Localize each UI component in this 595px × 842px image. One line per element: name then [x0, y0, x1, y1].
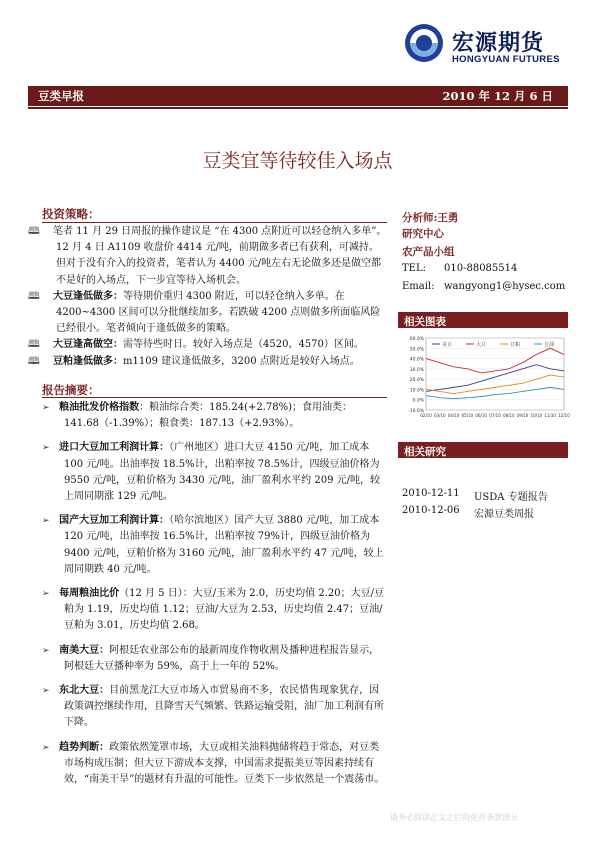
y-tick-label: 20.0% [409, 378, 424, 384]
strategy-list [28, 224, 387, 370]
arrow-bullet-icon: ➢ [42, 403, 50, 413]
summary-item-label: 进口大豆加工利润计算： [59, 442, 170, 454]
summary-item [42, 643, 387, 675]
summary-item-label: 趋势判断： [59, 741, 110, 753]
series-line-3 [426, 387, 564, 398]
tel-number: 010-88085514 [444, 263, 518, 274]
summary-list [42, 400, 387, 788]
x-tick-label: 10/10 [530, 413, 543, 418]
summary-heading: 报告摘要： [42, 383, 100, 397]
summary-item [42, 440, 387, 505]
strategy-item-text: 需等待些时日。较好入场点是（4520，4570）区间。 [123, 339, 364, 351]
email-label: Email: [402, 281, 435, 292]
strategy-item-label: 大豆逢低做多： [53, 290, 123, 302]
research-dept: 研究中心 [402, 228, 444, 240]
legend-label: 美豆 [442, 342, 453, 348]
strategy-rule [42, 222, 387, 223]
strategy-item-text: 等待期价重归 4300 附近，可以轻仓纳入多单。在 4200~4300 区间可以分批继续加多。若跌破 4200 点则做多所面临风险已经很小。笔者倾向于逢低做多的策略。 [56, 290, 381, 335]
strategy-item-label: 豆粕逢低做多： [53, 355, 123, 367]
x-tick-label: 09/10 [516, 413, 529, 418]
x-tick-label: 03/10 [434, 413, 446, 418]
summary-item-label: 粮油批发价格指数 [59, 402, 140, 413]
strategy-item-label: 大豆逢高做空： [53, 339, 123, 351]
research-link[interactable]: 宏源豆类周报 [474, 509, 534, 520]
report-title: 豆类宜等待较佳入场点 [202, 150, 393, 172]
arrow-bullet-icon: ➢ [42, 443, 50, 454]
book-icon: 🕮 [28, 226, 40, 237]
arrow-bullet-icon: ➢ [42, 589, 50, 600]
x-tick-label: 12/10 [558, 413, 570, 418]
report-date: 2010 年 12 月 6 日 [442, 89, 553, 103]
report-type: 豆类早报 [38, 89, 84, 103]
legend-label: 大豆 [476, 342, 487, 348]
chart-heading-bar [398, 312, 568, 328]
disclaimer-footer: 请务必阅读正文之后的免责条款部分 [390, 813, 518, 822]
y-tick-label: 10.0% [409, 388, 424, 394]
summary-item [42, 400, 387, 432]
series-line-2 [426, 375, 564, 394]
summary-item-text: 目前黑龙江大豆市场入市贸易商不多，农民惜售现象犹存，因政策调控继续作用，且降雪天气频繁、铁路运输受阻，油厂加工利润有所下降。 [64, 685, 384, 729]
summary-item-text: （广州地区）进口大豆 4150 元/吨，加工成本 100 元/吨。出油率按 18.5%计，出粕率按 78.5%计，四级豆油价格为 9550 元/吨，豆粕价格为 3430 元/吨，油厂盈利水平约 209 元/吨，较上周同期涨 129 元/吨。 [64, 442, 380, 503]
summary-item [42, 683, 387, 732]
legend-label: 豆油 [544, 342, 555, 348]
x-tick-label: 04/10 [447, 413, 460, 418]
series-line-1 [426, 348, 564, 373]
summary-rule [42, 397, 387, 398]
strategy-item-text: 笔者 11 月 29 日周报的操作建议是 “在 4300 点附近可以轻仓纳入多单”。12 月 4 日 A1109 收盘价 4414 元/吨，前期做多者已有获利，可减持。但对于没有介入的投资者，笔者认为 4400 元/吨左右无论做多还是做空都不是好的入场点，下一步宜等待入场机会。 [53, 226, 387, 286]
research-heading: 相关研究 [404, 446, 446, 458]
chart-heading: 相关图表 [404, 316, 446, 328]
chart-legend [432, 341, 554, 348]
strategy-heading: 投资策略： [42, 207, 100, 221]
arrow-bullet-icon: ➢ [42, 645, 50, 656]
summary-item-text: 政策依然笼罩市场，大豆或相关油料抛储将趋于常态，对豆类市场构成压制；但大豆下游成本支撑，中国需求提振美豆等因素持续有效，“南美干旱”的题材有升温的可能性。豆类下一步依然是一个震荡市。 [64, 741, 385, 786]
x-tick-label: 06/10 [475, 413, 487, 418]
x-tick-label: 08/10 [503, 413, 515, 418]
y-tick-label: 40.0% [409, 357, 424, 363]
y-tick-label: 50.0% [409, 347, 424, 353]
y-tick-label: 30.0% [409, 367, 424, 373]
y-tick-label: 60.0% [409, 337, 424, 342]
book-icon: 🕮 [28, 290, 40, 302]
strategy-item-text: m1109 建议逢低做多，3200 点附近是较好入场点。 [123, 355, 360, 367]
summary-item-text: 阿根廷农业部公布的最新周度作物收割及播种进程报告显示，阿根廷大豆播种率为 59%，高于上一年的 52%。 [64, 644, 380, 672]
arrow-bullet-icon: ➢ [42, 742, 50, 753]
brand-name-en: HONGYUAN FUTURES [452, 54, 560, 65]
book-icon: 🕮 [28, 339, 40, 351]
y-tick-label: -10.0% [408, 409, 424, 414]
summary-item [42, 740, 387, 789]
summary-item-label: 每周粮油比价 [59, 588, 120, 600]
price-change-chart [400, 334, 568, 424]
research-date: 2010-12-06 [402, 505, 460, 516]
banner-divider [28, 107, 568, 109]
research-group: 农产品小组 [402, 246, 455, 258]
strategy-item [28, 337, 387, 353]
arrow-bullet-icon: ➢ [42, 686, 50, 697]
x-tick-label: 11/10 [544, 413, 556, 418]
y-tick-label: 0.0% [412, 398, 424, 404]
research-link[interactable]: USDA 专题报告 [474, 492, 548, 503]
summary-item-text: ：粮油综合类：185.24(+2.78%)；食用油类：141.68（-1.39%）；粮食类：187.13（+2.93%）。 [64, 402, 353, 430]
email-address[interactable]: wangyong1@hysec.com [444, 281, 566, 292]
x-tick-label: 07/10 [489, 413, 501, 418]
summary-item-label: 南美大豆： [59, 644, 110, 656]
summary-item-label: 国产大豆加工利润计算： [59, 515, 170, 527]
chart-grid [426, 338, 564, 410]
chart-frame [426, 338, 564, 410]
summary-item-label: 东北大豆： [59, 685, 110, 697]
summary-item-text: （哈尔滨地区）国产大豆 3880 元/吨，加工成本 120 元/吨，出油率按 16.5%计，出粕率按 79%计，四级豆油价格为 9400 元/吨，豆粕价格为 3160 元/吨，油厂盈利水平约 47 元/吨，较上周同期跌 40 元/吨。 [64, 515, 384, 575]
arrow-bullet-icon: ➢ [42, 516, 50, 527]
research-heading-bar [398, 442, 568, 458]
analyst-name: 分析师:王勇 [402, 212, 459, 224]
legend-label: 豆粕 [510, 342, 521, 348]
brand-name-cn: 宏源期货 [452, 31, 545, 56]
summary-item [42, 513, 387, 578]
summary-item [42, 586, 387, 635]
x-tick-label: 05/10 [461, 413, 474, 418]
strategy-item [28, 289, 387, 338]
hongyuan-logo-icon [404, 23, 444, 63]
tel-label: TEL: [402, 263, 426, 274]
chart-lines [426, 348, 564, 398]
summary-item-text: （12 月 5 日）：大豆/玉米为 2.0，历史均值 2.20；大豆/豆粕为 1.19，历史均值 1.12；豆油/大豆为 2.53，历史均值 2.47；豆油/豆粕为 3.01，历史均值 2.68。 [64, 588, 384, 632]
research-date: 2010-12-11 [402, 488, 460, 499]
x-tick-label: 02/10 [420, 413, 432, 418]
book-icon: 🕮 [28, 355, 40, 367]
strategy-item [28, 224, 387, 289]
strategy-item [28, 354, 387, 370]
